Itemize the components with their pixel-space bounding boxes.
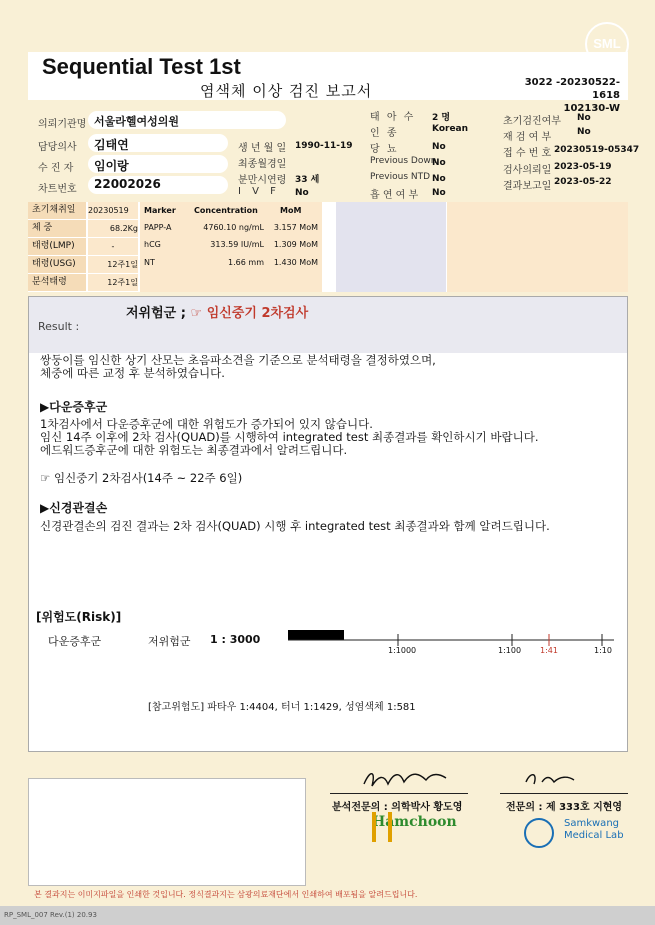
marker-name: NT: [144, 258, 155, 267]
chart-label: 차트번호: [38, 184, 77, 195]
marker-concentration: 4760.10 ng/mL: [203, 223, 264, 232]
retest-value: No: [577, 127, 591, 137]
prev-ntd-value: No: [432, 174, 446, 184]
dob-label: 생 년 월 일: [238, 143, 287, 154]
marker-table-blank-b: [447, 202, 628, 292]
footer-note: 본 결과지는 이미지파일을 인쇄한 것입니다. 정식결과지는 삼광의료재단에서 인쇄하여 배포됨을 알려드립니다.: [34, 890, 418, 899]
result-label: Result :: [38, 320, 80, 333]
prev-down-label: Previous Down: [370, 156, 437, 166]
marker-name: hCG: [144, 240, 161, 249]
result-header: [29, 297, 627, 353]
specialist-title: 전문의 : 제 333호 지현영: [506, 802, 623, 813]
receipt-label: 접 수 번 호: [503, 148, 552, 159]
fetus-value: 2 명: [432, 113, 451, 123]
marker-header: MoM: [280, 206, 302, 215]
marker-table-blank-a: [336, 202, 446, 292]
risk-title: [위험도(Risk)]: [36, 610, 122, 624]
result-intro: 쌍둥이를 임신한 상기 산모는 초음파소견을 기준으로 분석태령을 결정하였으며, 체중에 따른 교정 후 분석하였습니다.: [40, 353, 436, 380]
receipt-value: 20230519-05347: [554, 145, 640, 155]
risk-level: 저위험군: [148, 635, 191, 648]
marker-mom: 1.430 MoM: [273, 258, 318, 267]
age-value: 33 세: [295, 175, 320, 185]
ntd-title: ▶신경관결손: [40, 501, 108, 515]
second-test-note: ☞ 임신중기 2차검사(14주 ~ 22주 6일): [40, 471, 243, 485]
scale-label: 1:10: [594, 646, 612, 655]
prev-down-value: No: [432, 158, 446, 168]
specimen-value: -: [88, 238, 138, 255]
result-headline: [126, 302, 308, 321]
analyst-title: 분석전문의 : 의학박사 황도영: [332, 802, 463, 813]
down-syndrome-text: 1차검사에서 다운증후군에 대한 위험도가 증가되어 있지 않습니다. 임신 14주 이후에 2차 검사(QUAD)를 시행하여 integrated test 최종결과를 확인하시기 바랍니다. 에드워드증후군에 대한 위험도는 최종결과에서 알려드립니다.: [40, 417, 539, 457]
race-label: 인 종: [370, 128, 399, 139]
specimen-value: 12주1일: [88, 256, 138, 273]
signature-left: [360, 766, 450, 792]
specimen-label: 태령(LMP): [28, 238, 86, 255]
race-value: Korean: [432, 124, 469, 134]
ivf-label: I V F: [238, 186, 280, 197]
marker-mom: 3.157 MoM: [273, 223, 318, 232]
report-date-value: 2023-05-22: [554, 177, 612, 187]
scale-label-cutoff: 1:41: [540, 646, 558, 655]
doctor-value: 김태연: [94, 138, 129, 152]
retest-label: 재 검 여 부: [503, 132, 552, 143]
examinee-label: 수 진 자: [38, 163, 74, 174]
prev-ntd-label: Previous NTD: [370, 172, 431, 182]
risk-bar: [288, 630, 344, 640]
first-label: 초기검진여부: [503, 116, 561, 127]
specimen-value: 12주1일: [88, 274, 138, 291]
smoking-value: No: [432, 188, 446, 198]
ntd-text: 신경관결손의 검진 결과는 2차 검사(QUAD) 시행 후 integrated test 최종결과와 함께 알려드립니다.: [40, 519, 550, 533]
risk-ratio: 1 : 3000: [210, 633, 261, 646]
report-title-ko: 염색체 이상 검진 보고서: [200, 82, 373, 100]
marker-mom: 1.309 MoM: [273, 240, 318, 249]
marker-header: Marker: [144, 206, 176, 215]
marker-table: [140, 202, 322, 292]
specimen-label: 체 중: [28, 220, 86, 237]
chart-value: 22002026: [94, 177, 161, 191]
req-date-value: 2023-05-19: [554, 162, 612, 172]
first-value: No: [577, 113, 591, 123]
risk-condition: 다운증후군: [48, 635, 102, 648]
scale-label: 1:100: [498, 646, 522, 655]
marker-concentration: 1.66 mm: [228, 258, 264, 267]
signature-line-left: [330, 793, 468, 794]
specimen-label: 태령(USG): [28, 256, 86, 273]
report-date-label: 결과보고일: [503, 181, 552, 192]
specimen-value: 68.2Kg: [88, 220, 138, 237]
result-action: 임신중기 2차검사: [206, 306, 309, 321]
form-code: RP_SML_007 Rev.(1) 20.93: [4, 911, 97, 919]
notes-box: [28, 778, 306, 886]
sml-lab-icon: [524, 818, 554, 848]
marker-name: PAPP-A: [144, 223, 172, 232]
risk-scale: [284, 624, 620, 660]
ivf-value: No: [295, 188, 309, 198]
down-syndrome-title: ▶다운증후군: [40, 400, 108, 414]
marker-header: Concentration: [194, 206, 258, 215]
report-title-en: Sequential Test 1st: [42, 54, 241, 79]
footer-bar: [0, 906, 655, 925]
scale-label: 1:1000: [388, 646, 417, 655]
lmp-label: 최종월경일: [238, 159, 287, 170]
diabetes-label: 당 뇨: [370, 144, 399, 155]
examinee-value: 임이랑: [94, 159, 129, 173]
hamchoon-logo: Hamchoon: [372, 814, 457, 830]
lab-name: Samkwang Medical Lab: [564, 818, 624, 841]
specimen-label: 초기채취일: [28, 202, 86, 219]
diabetes-value: No: [432, 142, 446, 152]
reference-risk: [참고위험도] 파타우 1:4404, 터너 1:1429, 성염색체 1:581: [148, 702, 416, 713]
hamchoon-h-icon: [372, 812, 392, 842]
dob-value: 1990-11-19: [295, 141, 353, 151]
risk-level: 저위험군 ;: [126, 306, 186, 321]
report-number: 3022 -20230522-1618 102130-W: [524, 77, 620, 114]
marker-concentration: 313.59 IU/mL: [210, 240, 264, 249]
req-date-label: 검사의뢰일: [503, 165, 552, 176]
institution-value: 서울라헬여성의원: [94, 115, 180, 128]
institution-label: 의뢰기관명: [38, 119, 87, 130]
sml-logo: SML: [585, 22, 629, 66]
specimen-label: 분석태령: [28, 274, 86, 291]
pointing-hand-icon: ☞: [190, 306, 203, 321]
doctor-label: 담당의사: [38, 142, 77, 153]
signature-right: [520, 766, 580, 790]
signature-line-right: [500, 793, 628, 794]
specimen-value: 20230519: [88, 202, 138, 219]
fetus-label: 태 아 수: [370, 112, 416, 123]
smoking-label: 흡 연 여 부: [370, 190, 419, 201]
age-label: 분만시연령: [238, 175, 287, 186]
